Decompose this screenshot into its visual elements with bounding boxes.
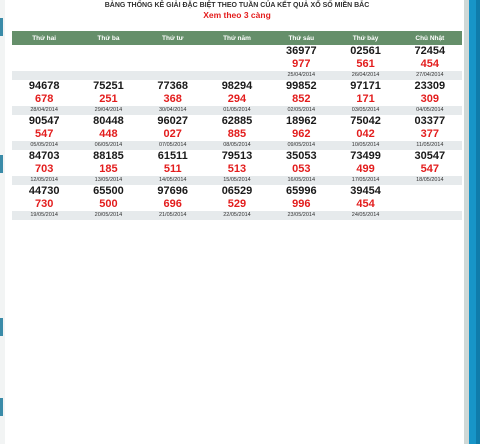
special-prize-number: 23309 xyxy=(414,80,446,92)
draw-date: 23/05/2014 xyxy=(269,211,333,220)
week-row xyxy=(12,185,462,220)
special-prize-number: 65500 xyxy=(93,185,124,197)
last-three-digits: 053 xyxy=(292,163,311,175)
last-three-digits: 500 xyxy=(99,198,118,210)
last-three-digits: 454 xyxy=(356,198,375,210)
draw-date: 15/05/2014 xyxy=(205,176,269,185)
last-three-digits: 368 xyxy=(163,93,182,105)
draw-date: 27/04/2014 xyxy=(398,71,462,80)
result-cell xyxy=(76,150,140,185)
special-prize-number: 75251 xyxy=(93,80,124,92)
draw-date xyxy=(205,71,269,80)
special-prize-number: 02561 xyxy=(350,45,381,57)
day-cell xyxy=(141,185,205,220)
last-three-digits: 547 xyxy=(420,163,440,175)
last-three-digits: 703 xyxy=(34,163,54,175)
left-page-marker xyxy=(0,398,3,416)
day-cell xyxy=(76,45,140,80)
special-prize-number: 72454 xyxy=(414,45,446,57)
last-three-digits: 448 xyxy=(99,128,118,140)
result-cell xyxy=(205,80,269,115)
result-cell xyxy=(333,45,397,80)
day-cell xyxy=(12,115,76,150)
result-cell xyxy=(76,185,140,220)
result-cell xyxy=(205,150,269,185)
column-header: Chủ Nhật xyxy=(398,31,462,45)
day-cell xyxy=(333,115,397,150)
day-cell xyxy=(398,115,462,150)
draw-date: 26/04/2014 xyxy=(333,71,397,80)
day-cell xyxy=(12,185,76,220)
special-prize-number: 98294 xyxy=(221,80,253,92)
draw-date: 19/05/2014 xyxy=(12,211,76,220)
day-cell xyxy=(141,80,205,115)
last-three-digits: 977 xyxy=(292,58,311,70)
draw-date: 14/05/2014 xyxy=(141,176,205,185)
last-three-digits: 529 xyxy=(227,198,247,210)
last-three-digits: 251 xyxy=(99,93,118,105)
draw-date: 11/05/2014 xyxy=(398,141,462,150)
draw-date: 03/05/2014 xyxy=(333,106,397,115)
day-cell xyxy=(76,185,140,220)
special-prize-number: 62885 xyxy=(221,115,253,127)
result-cell xyxy=(205,185,269,220)
column-header: Thứ sáu xyxy=(269,31,333,45)
result-cell xyxy=(141,150,205,185)
day-cell xyxy=(141,45,205,80)
draw-date: 18/05/2014 xyxy=(398,176,462,185)
last-three-digits: 309 xyxy=(420,93,440,105)
result-cell xyxy=(398,185,462,220)
result-cell xyxy=(333,80,397,115)
special-prize-number: 99852 xyxy=(285,80,317,92)
results-table xyxy=(12,31,462,220)
draw-date xyxy=(76,71,140,80)
special-prize-number: 96027 xyxy=(157,115,188,127)
result-cell xyxy=(76,45,140,80)
day-cell xyxy=(205,80,269,115)
draw-date: 20/05/2014 xyxy=(76,211,140,220)
result-cell xyxy=(398,80,462,115)
day-cell xyxy=(76,80,140,115)
last-three-digits: 511 xyxy=(163,163,182,175)
result-cell xyxy=(12,150,76,185)
column-header: Thứ năm xyxy=(205,31,269,45)
last-three-digits: 547 xyxy=(34,128,54,140)
week-row xyxy=(12,115,462,150)
day-cell xyxy=(269,45,333,80)
result-cell xyxy=(269,80,333,115)
last-three-digits: 730 xyxy=(34,198,54,210)
result-cell xyxy=(398,150,462,185)
last-three-digits: 294 xyxy=(227,93,247,105)
special-prize-number: 94678 xyxy=(28,80,60,92)
column-header: Thứ bảy xyxy=(333,31,397,45)
scrollbar[interactable] xyxy=(476,0,480,444)
day-cell xyxy=(333,80,397,115)
day-cell xyxy=(269,150,333,185)
day-cell xyxy=(205,150,269,185)
day-cell xyxy=(269,185,333,220)
column-header: Thứ ba xyxy=(76,31,140,45)
draw-date: 22/05/2014 xyxy=(205,211,269,220)
result-cell xyxy=(398,115,462,150)
table-header-row xyxy=(12,31,462,45)
draw-date: 05/05/2014 xyxy=(12,141,76,150)
left-page-marker xyxy=(0,18,3,36)
last-three-digits: 042 xyxy=(356,128,375,140)
day-cell xyxy=(12,80,76,115)
special-prize-number: 80448 xyxy=(93,115,124,127)
day-cell xyxy=(398,150,462,185)
draw-date: 02/05/2014 xyxy=(269,106,333,115)
day-cell xyxy=(333,45,397,80)
result-cell xyxy=(76,115,140,150)
draw-date: 04/05/2014 xyxy=(398,106,462,115)
day-cell xyxy=(205,45,269,80)
column-header: Thứ tư xyxy=(141,31,205,45)
special-prize-number: 18962 xyxy=(285,115,317,127)
result-cell xyxy=(205,115,269,150)
day-cell xyxy=(333,185,397,220)
draw-date: 13/05/2014 xyxy=(76,176,140,185)
day-cell xyxy=(12,45,76,80)
result-cell xyxy=(269,150,333,185)
day-cell xyxy=(398,45,462,80)
result-cell xyxy=(12,45,76,80)
result-cell xyxy=(333,150,397,185)
left-page-strip xyxy=(0,0,5,444)
last-three-digits: 499 xyxy=(356,163,375,175)
day-cell xyxy=(141,150,205,185)
left-page-marker xyxy=(0,318,3,336)
day-cell xyxy=(269,80,333,115)
special-prize-number: 03377 xyxy=(414,115,446,127)
left-page-marker xyxy=(0,155,3,173)
last-three-digits: 561 xyxy=(356,58,375,70)
result-cell xyxy=(12,80,76,115)
draw-date: 12/05/2014 xyxy=(12,176,76,185)
day-cell xyxy=(398,185,462,220)
special-prize-number: 06529 xyxy=(221,185,253,197)
results-body xyxy=(12,45,462,220)
day-cell xyxy=(76,150,140,185)
view-mode-link[interactable]: Xem theo 3 càng xyxy=(203,10,271,20)
last-three-digits: 678 xyxy=(34,93,54,105)
draw-date: 30/04/2014 xyxy=(141,106,205,115)
result-cell xyxy=(205,45,269,80)
day-cell xyxy=(141,115,205,150)
special-prize-number: 35053 xyxy=(285,150,317,162)
special-prize-number: 65996 xyxy=(285,185,317,197)
last-three-digits: 696 xyxy=(163,198,182,210)
result-cell xyxy=(333,185,397,220)
special-prize-number: 61511 xyxy=(157,150,188,162)
draw-date xyxy=(398,211,462,220)
week-row xyxy=(12,80,462,115)
result-cell xyxy=(333,115,397,150)
result-cell xyxy=(141,80,205,115)
day-cell xyxy=(398,80,462,115)
draw-date: 06/05/2014 xyxy=(76,141,140,150)
result-cell xyxy=(141,185,205,220)
special-prize-number: 97696 xyxy=(157,185,188,197)
draw-date: 16/05/2014 xyxy=(269,176,333,185)
special-prize-number: 79513 xyxy=(221,150,253,162)
week-row xyxy=(12,45,462,80)
special-prize-number: 88185 xyxy=(93,150,124,162)
draw-date: 25/04/2014 xyxy=(269,71,333,80)
draw-date: 17/05/2014 xyxy=(333,176,397,185)
result-cell xyxy=(12,115,76,150)
draw-date xyxy=(12,71,76,80)
week-row xyxy=(12,150,462,185)
draw-date: 21/05/2014 xyxy=(141,211,205,220)
draw-date: 24/05/2014 xyxy=(333,211,397,220)
last-three-digits: 996 xyxy=(292,198,311,210)
page-title: BẢNG THỐNG KÊ GIẢI ĐẶC BIỆT THEO TUẦN CỦA KẾT QUẢ XỔ SỐ MIỀN BẮC xyxy=(104,2,370,9)
special-prize-number: 44730 xyxy=(28,185,60,197)
special-prize-number: 39454 xyxy=(350,185,381,197)
special-prize-number: 73499 xyxy=(350,150,381,162)
draw-date xyxy=(141,71,205,80)
last-three-digits: 962 xyxy=(292,128,311,140)
last-three-digits: 185 xyxy=(99,163,118,175)
column-header: Thứ hai xyxy=(12,31,76,45)
special-prize-number: 36977 xyxy=(285,45,317,57)
result-cell xyxy=(141,115,205,150)
draw-date: 10/05/2014 xyxy=(333,141,397,150)
result-cell xyxy=(269,185,333,220)
special-prize-number: 97171 xyxy=(350,80,381,92)
result-cell xyxy=(12,185,76,220)
last-three-digits: 885 xyxy=(227,128,247,140)
result-cell xyxy=(269,115,333,150)
special-prize-number: 90547 xyxy=(28,115,60,127)
last-three-digits: 171 xyxy=(356,93,375,105)
day-cell xyxy=(333,150,397,185)
last-three-digits: 852 xyxy=(292,93,311,105)
special-prize-number: 77368 xyxy=(157,80,188,92)
last-three-digits: 027 xyxy=(163,128,182,140)
day-cell xyxy=(12,150,76,185)
draw-date: 01/05/2014 xyxy=(205,106,269,115)
result-cell xyxy=(398,45,462,80)
draw-date: 29/04/2014 xyxy=(76,106,140,115)
day-cell xyxy=(205,185,269,220)
last-three-digits: 454 xyxy=(420,58,440,70)
day-cell xyxy=(269,115,333,150)
last-three-digits: 377 xyxy=(420,128,440,140)
draw-date: 28/04/2014 xyxy=(12,106,76,115)
result-cell xyxy=(141,45,205,80)
special-prize-number: 84703 xyxy=(28,150,60,162)
draw-date: 09/05/2014 xyxy=(269,141,333,150)
last-three-digits: 513 xyxy=(227,163,247,175)
draw-date: 08/05/2014 xyxy=(205,141,269,150)
day-cell xyxy=(205,115,269,150)
result-cell xyxy=(269,45,333,80)
special-prize-number: 30547 xyxy=(414,150,446,162)
special-prize-number: 75042 xyxy=(350,115,381,127)
draw-date: 07/05/2014 xyxy=(141,141,205,150)
result-cell xyxy=(76,80,140,115)
day-cell xyxy=(76,115,140,150)
